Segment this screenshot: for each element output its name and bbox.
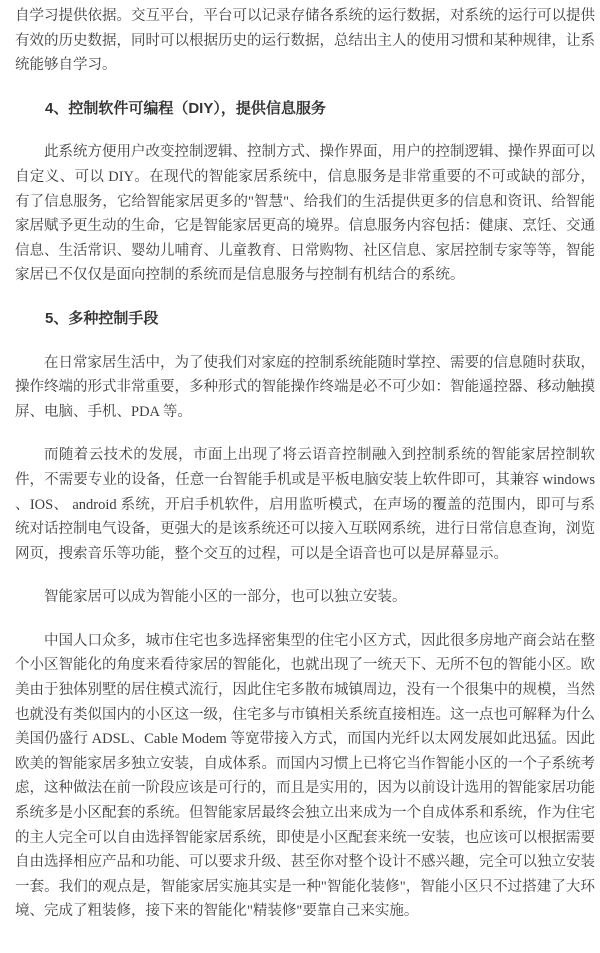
paragraph: 智能家居可以成为智能小区的一部分，也可以独立安装。: [44, 589, 407, 606]
paragraph: 此系统方便用户改变控制逻辑、控制方式、操作界面，用户的控制逻辑、操作界面可以自定义、可以 DIY。在现代的智能家居系统中，信息服务是非常重要的不可或缺的部分，有了信息服务，它给智能家居更多的"智慧"、给我们的生活提供更多的信息和资讯、给智能家居赋予更生动的生命，它是智能家居更高的境界。信息服务内容包括：健康、烹饪、交通信息、生活常识、婴幼儿哺育、儿童教育、日常购物、社区信息、家居控制专家等等，智能家居已不仅仅是面向控制的系统而是信息服务与控制有机结合的系统。: [15, 144, 595, 284]
document-body: [15, 4, 595, 924]
paragraph: 中国人口众多，城市住宅也多选择密集型的住宅小区方式，因此很多房地产商会站在整个小区智能化的角度来看待家居的智能化，也就出现了一统天下、无所不包的智能小区。欧美由于独体别墅的居住模式流行，因此住宅多散布城镇周边，没有一个很集中的规模，当然也就没有类似国内的小区这一级，住宅多与市镇相关系统直接相连。这一点也可解释为什么美国仍盛行 ADSL、Cable Modem 等宽带接入方式，而国内光纤以太网发展如此迅猛。因此欧美的智能家居多独立安装，自成体系。而国内习惯上已将它当作智能小区的一个子系统考虑，这种做法在前一阶段应该是可行的，而且是实用的，因为以前设计选用的智能家居功能系统多是小区配套的系统。但智能家居最终会独立出来成为一个自成体系和系统，作为住宅的主人完全可以自由选择智能家居系统，即使是小区配套来统一安装，也应该可以根据需要自由选择相应产品和功能、可以要求升级、甚至你对整个设计不感兴趣，完全可以独立安装一套。我们的观点是，智能家居实施其实是一种"智能化装修"，智能小区只不过搭建了大环境、完成了粗装修，接下来的智能化"精装修"要靠自己来实施。: [15, 632, 595, 920]
paragraph: 在日常家居生活中，为了使我们对家庭的控制系统能随时掌控、需要的信息随时获取，操作终端的形式非常重要，多种形式的智能操作终端是必不可少如：智能遥控器、移动触摸屏、电脑、手机、PDA 等。: [15, 354, 595, 420]
paragraph: 自学习提供依据。交互平台，平台可以记录存储各系统的运行数据，对系统的运行可以提供有效的历史数据，同时可以根据历史的运行数据，总结出主人的使用习惯和某种规律，让系统能够自学习。: [15, 8, 595, 74]
section-heading: 5、多种控制手段: [45, 309, 159, 327]
paragraph: 而随着云技术的发展，市面上出现了将云语音控制融入到控制系统的智能家居控制软件，不需要专业的设备，任意一台智能手机或是平板电脑安装上软件即可，其兼容 windows 、IOS、 android 系统，开启手机软件，启用监听模式，在声场的覆盖的范围内，即可与系统对话控制电气设备，更强大的是该系统还可以接入互联网系统，进行日常信息查询，浏览网页，搜索音乐等功能，整个交互的过程，可以是全语音也可以是屏幕显示。: [15, 447, 595, 562]
section-heading: 4、控制软件可编程（DIY），提供信息服务: [45, 99, 326, 117]
